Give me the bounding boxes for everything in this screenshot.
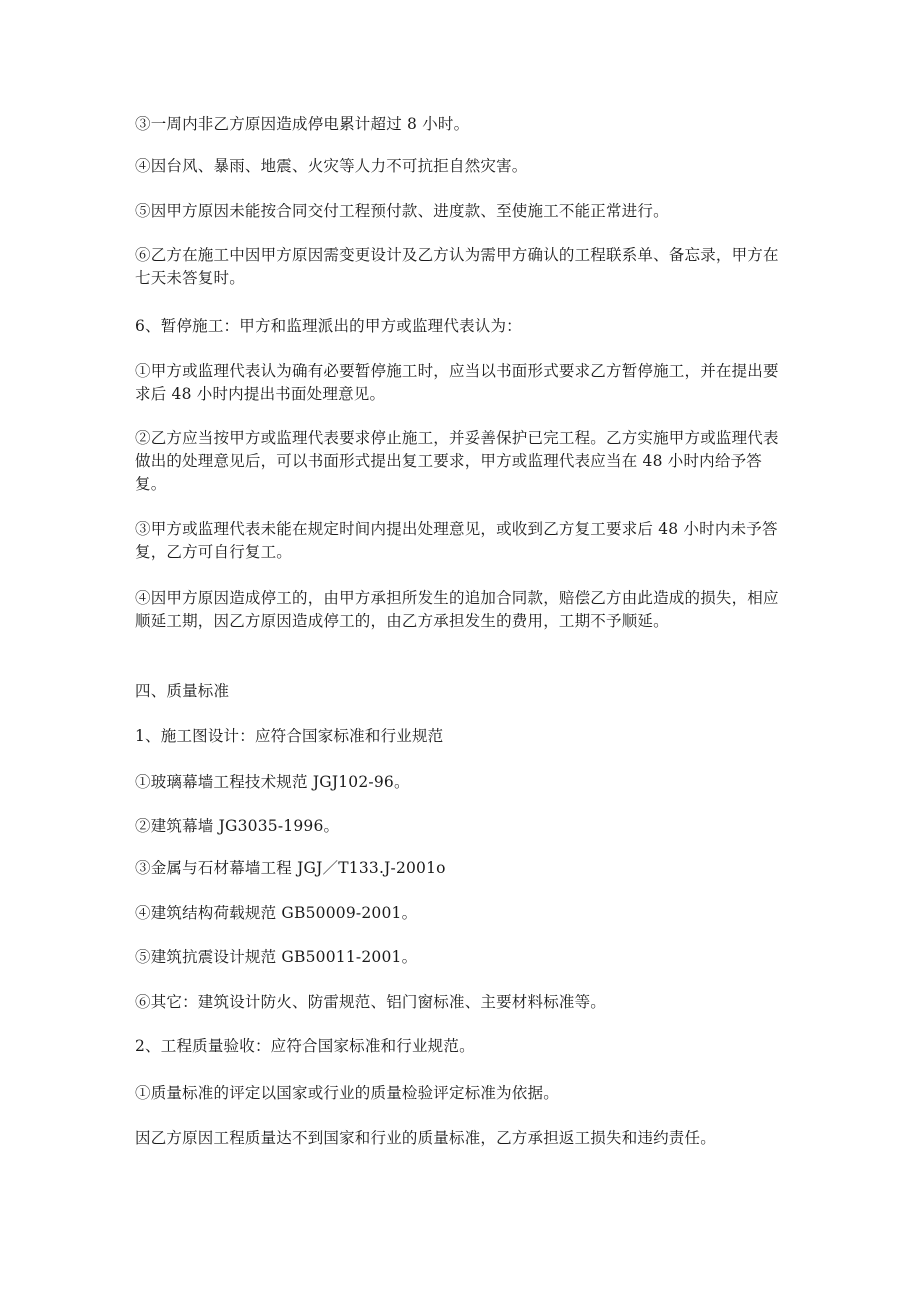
subheading-acceptance: 2、工程质量验收：应符合国家标准和行业规范。 <box>135 1037 475 1055</box>
paragraph-payment-delay: ⑤因甲方原因未能按合同交付工程预付款、进度款、至使施工不能正常进行。 <box>135 202 669 220</box>
paragraph-design-change: ⑥乙方在施工中因甲方原因需变更设计及乙方认为需甲方确认的工程联系单、备忘录，甲方在七天未答复时。 <box>135 246 779 287</box>
standard-item-2: ②建筑幕墙 JG3035-1996。 <box>135 817 340 835</box>
section-heading-quality: 四、质量标准 <box>135 682 230 700</box>
subheading-design-standards: 1、施工图设计：应符合国家标准和行业规范 <box>135 727 444 745</box>
paragraph-suspension-3: ③甲方或监理代表未能在规定时间内提出处理意见，或收到乙方复工要求后 48 小时内未予答复，乙方可自行复工。 <box>135 520 778 561</box>
paragraph-liability: 因乙方原因工程质量达不到国家和行业的质量标准，乙方承担返工损失和违约责任。 <box>135 1129 716 1147</box>
standard-item-4: ④建筑结构荷载规范 GB50009-2001。 <box>135 904 418 922</box>
standard-item-3: ③金属与石材幕墙工程 JGJ／T133.J-2001o <box>135 859 446 877</box>
standard-item-5: ⑤建筑抗震设计规范 GB50011-2001。 <box>135 948 418 966</box>
paragraph-suspension-2: ②乙方应当按甲方或监理代表要求停止施工，并妥善保护已完工程。乙方实施甲方或监理代表做出的处理意见后，可以书面形式提出复工要求，甲方或监理代表应当在 48 小时内给予答复。 <box>135 429 779 493</box>
section-heading-suspension: 6、暂停施工：甲方和监理派出的甲方或监理代表认为： <box>135 317 522 335</box>
standard-item-1: ①玻璃幕墙工程技术规范 JGJ102-96。 <box>135 773 410 791</box>
paragraph-force-majeure: ④因台风、暴雨、地震、火灾等人力不可抗拒自然灾害。 <box>135 157 528 175</box>
paragraph-suspension-1: ①甲方或监理代表认为确有必要暂停施工时，应当以书面形式要求乙方暂停施工，并在提出要求后 48 小时内提出书面处理意见。 <box>135 362 779 403</box>
paragraph-acceptance-1: ①质量标准的评定以国家或行业的质量检验评定标准为依据。 <box>135 1084 559 1102</box>
paragraph-suspension-4: ④因甲方原因造成停工的，由甲方承担所发生的追加合同款，赔偿乙方由此造成的损失，相应顺延工期，因乙方原因造成停工的，由乙方承担发生的费用，工期不予顺延。 <box>135 589 779 630</box>
paragraph-power-outage: ③一周内非乙方原因造成停电累计超过 8 小时。 <box>135 115 470 133</box>
standard-item-6: ⑥其它：建筑设计防火、防雷规范、铝门窗标准、主要材料标准等。 <box>135 993 607 1011</box>
